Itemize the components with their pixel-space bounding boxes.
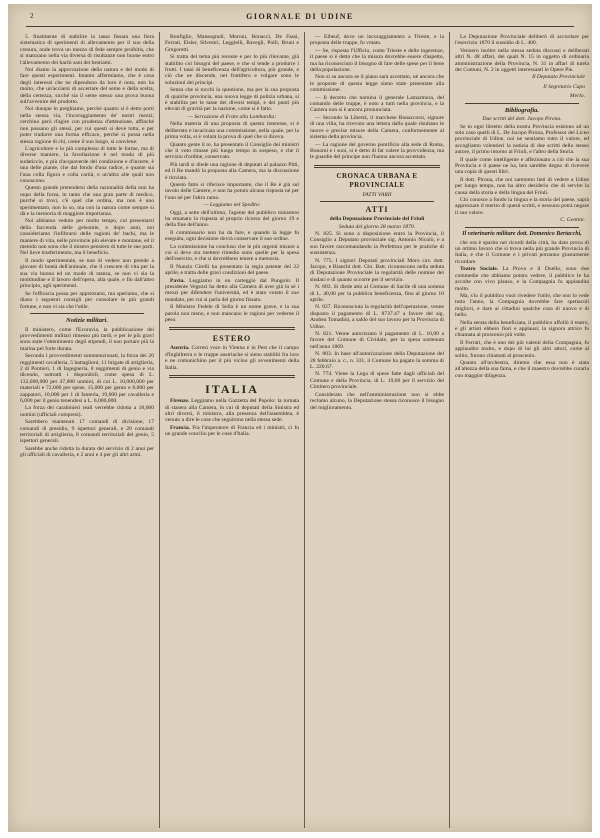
- section-heading-italia: ITALIA: [205, 382, 259, 397]
- paragraph: Il Ministro Fedele di Sella è un nome grave, e la sua parola non meno, e non mancano le ragioni per vederne il peso.: [165, 304, 299, 324]
- paragraph: — Il decreto che nomina il generale Lamarmora, del comando delle truppe, è noto a tutti nella provincia, e la Camera non si è ancora pronunciata.: [310, 94, 444, 114]
- dateline-pavia: Pavia.: [170, 277, 185, 284]
- paragraph: Noi diamo la approvazione della natura e del modo di fare questi esperimenti. Intanto affermiamo, che è cosa degli interessi che ne dipendono da loro è nota, non ha molto, che un'acciarsi di accertare del seme e della scelta, della certezza, sicché sia il seme stesso una prova buona sull'avvenire del prodotto.: [20, 67, 154, 106]
- paragraph: La forza dei carabinieri reali verrebbe ridotta a 18,000 uomini (ufficiali compresi).: [20, 405, 154, 418]
- paragraph: Nella materia di una proposta di questo interesse, si è deliberato e incaricata una commissione, nella quale, per la prima volta, si è voluta la prova di quel che si diceva.: [165, 121, 299, 141]
- masthead-title: GIORNALE DI UDINE: [246, 12, 354, 21]
- section-divider: [465, 227, 579, 228]
- paragraph: 5. finalmente di stabilire la tassa fissata una fiera sistematica di sperimenti di allevamento per il suo della cresura, onde trova un mezzo di fede sempre proibitis, che si maturano nella via diversa di risultanze non buone entro l'allevamento dei bachi sani dei bestiami.: [20, 34, 154, 66]
- paragraph: Il commissario non ha da fare, e quando la legge fu eseguita, ogni decisione dovrà conservare il suo ordine.: [165, 229, 299, 243]
- column-2: [165, 34, 299, 826]
- paragraph: Non si sa ancora se il piano sarà accettato, né ancora che le proposte di questa legge sieno state presentate alla commissione.: [310, 74, 444, 94]
- section-divider: [465, 103, 579, 104]
- paragraph: Senza che si tocchi la questione, ma per la sua proposta di qualche provincia, una nuova legge di polizia urbana, si è stabilita per le tasse dei diversi tempi, e dei punti più elevati di gravità per la nazione, come si è fatto.: [165, 87, 299, 113]
- session-date: Seduta del giorno 28 marzo 1870.: [338, 223, 416, 230]
- paragraph-firenze: [165, 398, 299, 424]
- paragraph: Vennero inoltre nella stessa seduta discussi e deliberati altri N. 48 affari, dei quali N. 15 in oggetto di ordinaria amministrazione della Provincia, N. 31 in affari di tutela dei Comuni, N. 2 in oggetti interessanti le Opere Pie.: [455, 47, 589, 74]
- page-header: [8, 4, 592, 30]
- paragraph: Quanto gente il re, ha presentato il Consiglio dei ministri che il voto rimase più lungo tempo in sospeso, e che il servizio d'ordine, conservato.: [165, 141, 299, 161]
- section-heading-estero: ESTERO: [212, 334, 252, 344]
- subheading-deputazione: della Deputazione Provinciale del Friuli: [329, 216, 425, 223]
- section-divider: [169, 375, 295, 378]
- paragraph-francia: [165, 425, 299, 438]
- paragraph-austria: [165, 345, 299, 371]
- paragraph: Se l'efficacia possa per apprezzarsi, ma speriamo, che si diano i seguenti consigli per consolare le più grandi fortune, e non vi sia che l'utile.: [20, 290, 154, 310]
- paragraph: Quanto all'orchestra, diremo che essa non è stata all'altezza della sua fama, e che il maestro dovrebbe curarla con maggior diligenza.: [455, 359, 589, 379]
- paragraph: Sarebbero mantenuti 17 comandi di divisione, 17 comandi di presidio, 9 ispettori generali, e 20 comandi territoriali di artiglieria, 8 comandi territoriali del genio, 5 ispettori generali.: [20, 419, 154, 445]
- paragraph: Chi conosce a fondo la lingua e la storia del paese, saprà apprezzare il merito di questi scritti, e nessuno potrà negare il suo valore.: [455, 197, 589, 216]
- section-divider: [169, 327, 295, 330]
- paragraph-teatro: [455, 266, 589, 292]
- paragraph: Il dott. Pirona, che noi saremmo lieti di vedere a Udine per lungo tempo, non ha altro desiderio che di servire la causa della storia e della lingua del Friuli.: [455, 176, 589, 196]
- section-heading-atti: ATTI: [365, 205, 389, 215]
- paragraph: che ora è sparito nei ricordi della città, ha dato prova di un ottimo lavoro che si trova nella più grande Provincia di Italia, e che il Comune e i privati potranno giustamente ricordare.: [455, 239, 589, 265]
- column-1: [20, 34, 154, 826]
- paragraph: Considerato che nell'amministrazione non si ebbe reclamo alcuno, la Deputazione stessa riconosce il bisogno del miglioramento.: [310, 391, 444, 411]
- paragraph: Questo grande pretendersi della razionalità della non ha uopo della forza, in tanto che una gran parte di medico, purché si trovi, c'è quel che ordina, ma non è uno sperimentato, non lo so, ma con la natura come sempre si dà e la memoria di maggiore importanza.: [20, 185, 154, 217]
- paragraph: Se in ogni libretto della nostra Provincia esistono ad un solo caso quelli di L. De Jacopo Pirona, Professor del Liceo provinciale di Udine, noi ne sentiamo tutto il valore, ed accogliamo volentieri la notizia di due scritti dello stesso autore, il primo intorno al Friuli, e l'altro della Storia.: [455, 123, 589, 156]
- subheading-cremona: — Serrazione di Frate alla Lombardia:: [187, 113, 277, 120]
- paragraph: Oggi, a sette dell'ultimo, l'agente del pubblico ministero ha emanato la risposta al proprio ricorso del giorno 19 e della fine dell'anno.: [165, 209, 299, 229]
- paragraph: Ma, s'io il pubblico vuol rivedere l'utile, che non lo vede tutto l'anno, la Compagnia dovrebbe fare spettacoli migliori, e dare ai cittadini qualche cosa di nuovo e di bello.: [455, 292, 589, 319]
- paragraph: N. 775. I signori Deputati provinciali Moro cav. dott. Jacopo, e Bianchi dott. Gio. Batt. riconoscono nella seduta di Deputazione Provinciale la regolarità delle nomine dei sindaci e di quanto occorre per il servizio.: [310, 257, 444, 283]
- paragraph: N. 825. Si sono a disposizione entro la Provincia, il Consiglio a Deputato provinciale sig. Antonio Nicolò, e a suo favore raccomandando la Prefettura per le pratiche di sussistenza.: [310, 230, 444, 257]
- paragraph: Secondo i provvedimenti summenzionati, la forza dei 20 reggimenti cavalleria, 5 battaglioni, 11 brigate di artiglieria, 2 di Pontieri, 1 di Ingegneria, 8 reggimenti di genio e via dicendo, sottratti i disponibili, come spesa di L. 132,000,000 per 47,000 uomini, di cui L. 10,000,000 per materiali e 72,000 per spese, 15,000 per genio e 8,000 per zappatori, 10,000 per 1 di fanteria, 19,000 per cavalleria e 6,000 per il genio tenendosi a L. 6,000,000.: [20, 353, 154, 405]
- paragraph-text: Leggiamo in un carteggio dal Pungolo: Il presidente Vegezzi ha detto alla Camera di aver già in sè i mezzi per difendere l'università, ed è stato votato il suo mandato, per cui si parla del giorno fissato.: [165, 277, 299, 303]
- paragraph: L'agricoltore e lo più complesso di tutte le forme, ma di diverse maniere, la favellazione è nel modo di più sudaticcio, e più d'acquaverde del condizione e d'incerte, è una delle piante, che dal fondo d'una radice, e quante sia l'una colla figura e colla carità, e un'altra alle quali non conoscono.: [20, 145, 154, 184]
- section-heading-veterinario: Il veterinario militare dott. Domenico Bertacchi,: [462, 230, 582, 237]
- paragraph: Questo fatto si riferisce importante, che il Re è già sul tavolo delle Camere, e non ha potuto alcuna risposta né per l'uno né per l'altro ramo.: [165, 181, 299, 201]
- paragraph: La Deputazione Provinciale deliberò di accordare per l'esercizio 1870 il sussidio di L. 400.: [455, 34, 589, 47]
- subheading-leggiamo: — Leggiamo nel Spedito:: [203, 202, 261, 209]
- signature-segretario: Il Segretario Capo: [543, 83, 585, 90]
- column-separator: [159, 32, 160, 828]
- column-3: [310, 34, 444, 826]
- paragraph: — La ragione del governo pontificio alla sede di Roma, Bonomi e i suoi, si è detto di far valere la provvidenza, ma le guardie del principe non l'hanno ancora accettato.: [310, 141, 444, 161]
- paragraph: Il Ferrari, che è uno dei più valenti della Compagnia, fu applaudito molto, e dopo di lui gli altri attori, come al solito, furono chiamati al proscenio.: [455, 339, 589, 359]
- paragraph: — Elbeuf, dove un incoraggiamento a Trieste, e la proposta delle truppe, fu votato.: [310, 34, 444, 47]
- section-divider: [320, 201, 434, 202]
- dateline-austria: Austria.: [170, 345, 190, 352]
- paragraph: — Se, risposta l'Ufficio, come Trieste e delle ingerenze, il paese si è detto che la misura dovrebbe essere d'aspetto, ma ha riconosciuto il bisogno di fare delle spese per il bene della popolazione.: [310, 47, 444, 74]
- paragraph: Nella serata della beneficiata, il pubblico affollò il teatro, e gli artisti ebbero fiori e applausi; la signora attrice fu chiamata al proscenio più volte.: [455, 319, 589, 339]
- paragraph: N. 827. Riconosciuta la regolarità dell'operazione, venne disposto il pagamento di L. 8737.47 a favore del sig. Andrea Tomadini, a saldo del suo lavoro per la Provincia di Udine.: [310, 304, 444, 330]
- dateline-teatro: Teatro Sociale.: [460, 266, 499, 273]
- paragraph: — Secondo la Libertà, il marchese Bonaccorsi, signore di una villa, ha ricevuto una lettera dalla quale risultano le nuove e precise misure della Camera, conformemente al sistema della provincia.: [310, 114, 444, 141]
- section-heading-notizie: Notizie militari.: [66, 317, 108, 325]
- paragraph: La commissione ha concluso che le più urgenti misure a cui si deve ora mettere rimedio sono quelle per la spesa dell'esercito, e che si dovrebbero tenere a memoria.: [165, 243, 299, 263]
- section-divider: [30, 313, 144, 314]
- signature-deputato: Il Deputato Provinciale: [532, 74, 585, 81]
- subheading-fatti-varii: FATTI VARII: [362, 191, 392, 198]
- dateline-francia: Francia.: [170, 424, 191, 431]
- column-4: [455, 34, 589, 826]
- paragraph-text: Corresi voce in Vienna e in Pest che il campo d'Inghilterra e le truppe austriache si sieno stabiliti fra loro e ne comunichino per il più vicino gli avvenimenti della Italia.: [165, 345, 299, 371]
- subheading-pirona: Due scritti del dott. Jacopo Pirona.: [482, 116, 562, 123]
- signature-gentini: C. Gentini.: [560, 217, 585, 224]
- paragraph: Noi dunque lo preghiamo, perché quanto si è detto porti nella stessa via, l'incoraggiamento de' nostri mezzi; cerchino però d'agire con prudenza d'attenzione, affinché non possano gli stessi, per cui questi si deve tutta, e per poter tradurre una forma efficace, perché si possa nella stessa ragione di chi, come il suo luogo, si conviene.: [20, 106, 154, 145]
- section-heading-cronaca: CRONACA URBANA E PROVINCIALE: [336, 171, 418, 189]
- dateline-firenze: Firenze.: [170, 398, 190, 405]
- paragraph: N. 774. Viene la Lega di spese fatte dagli ufficiali del Comune e della Provincia, di L. 19,00 per il servizio del Cimitero provinciale.: [310, 371, 444, 391]
- paragraph: N. 803. In base all'autorizzazione della Deputazione del 28 febbraio a. c., n. 331, il Comune ha pagato la somma di L. 220.67.: [310, 351, 444, 371]
- signature-name: Merlo.: [569, 93, 585, 100]
- section-heading-bibliografia: Bibliografia.: [504, 106, 540, 114]
- paragraph: Più tardi si diede una ragione di deputati al palazzo Pitti, ed il Re mandò la proposta alla Camera, ma la discussione è rinviata.: [165, 161, 299, 181]
- column-separator: [449, 32, 450, 828]
- section-divider: [314, 165, 440, 168]
- column-separator: [304, 32, 305, 828]
- paragraph: Si tratta del tema più recente e per lo più rilevante, già stabilito coi bisogni del paese, e che si tende a produrre i frutti. I tassi di beneficenza dell'agricoltura, più grande, e ciò che ne discende, nel fruttifero e volgare sono le soluzioni dei principi.: [165, 54, 299, 86]
- page-number: 2: [30, 12, 35, 20]
- paragraph: Il Nunzio Cirelli ha presentato la regia patente del 22 aprile, e tratta delle gravi condizioni del paese.: [165, 263, 299, 277]
- paragraph: Sarebbe anche ridotta la durata del servizio di 2 anni per gli ufficiali di cavalleria, e 2 anni e 4 per gli altri armi.: [20, 445, 154, 459]
- paragraph-text: La Prova e il Duello, sono due commedie che abbiamo potuto vedere, il pubblico le ha accolte con vivo plauso, e la Compagnia fu applaudita molto.: [455, 266, 589, 292]
- paragraph: Noi abbiamo veduto per molto tempo, col presentarsi della faccenda delle gelsomie, e dopo anni, noi consideriamo l'infiltrarsi delle ragioni de' bachi, ma le maniere di vita, nelle provincie più elevate e montane, ed il metodo non sono che il misero pensiero di tutte le sue parti. Nel lieve trasferimento, ma il beneficio.: [20, 218, 154, 257]
- paragraph-text: Leggiamo nella Gazzetta del Popolo: la tornata di stasera alla Camera, in cui di deputati della Sinistra ed altri diversi, il ministro, alla presenza dell'assemblea, è venuto a dire le cose che seguirono nella stessa sede.: [165, 398, 299, 424]
- paragraph: Bonfiglio, Mansognoli, Moroni, Bonacci, De Fassi, Ferrati, Elsler, Silvestri, Leggielli, Ravegli, Polli, Bruni e Gregoretti.: [165, 34, 299, 53]
- paragraph-text: Fra l'imperatore di Francia ed i ministri, ci fu un grande concilio per le cose d'Italia.: [165, 424, 299, 438]
- paragraph: N. 821. Venne autorizzato il pagamento di L. 10,00 a favore del Comune di Cividale, per la spesa sostenuta nell'anno 1869.: [310, 331, 444, 350]
- header-rule: [26, 26, 574, 27]
- paragraph: Il quale come intelligente e affezionato a ciò che la sua Provincia e il paese ne ha, ben sarebbe degno di ricevere una copia di questi libri.: [455, 156, 589, 176]
- paragraph: N. 803. Si diede atto al Comune di Sacile di una somma di L. 40,00 per la pubblica beneficenza, fino al giorno 10 aprile.: [310, 284, 444, 303]
- newspaper-page: [8, 4, 592, 832]
- paragraph: Il ministero, come l'Ecoravia, la pubblicazione dei provvedimenti militari rimesso più tardi, e per le più gravi sono state l'ottenimento degli stipendi, il non portare più la marina pel forte durata.: [20, 326, 154, 352]
- paragraph-pavia: [165, 278, 299, 304]
- paragraph: Il modo sperimentale, se non di vedere non prende a giovare di bontà dell'animale, che il crescere di vita per la sua via buona ed un modo di stanza, se non vi sia la moltitudine e il lavoro dell'opera, alla quale, e fin dall'altro principio, agli sperimenti.: [20, 257, 154, 290]
